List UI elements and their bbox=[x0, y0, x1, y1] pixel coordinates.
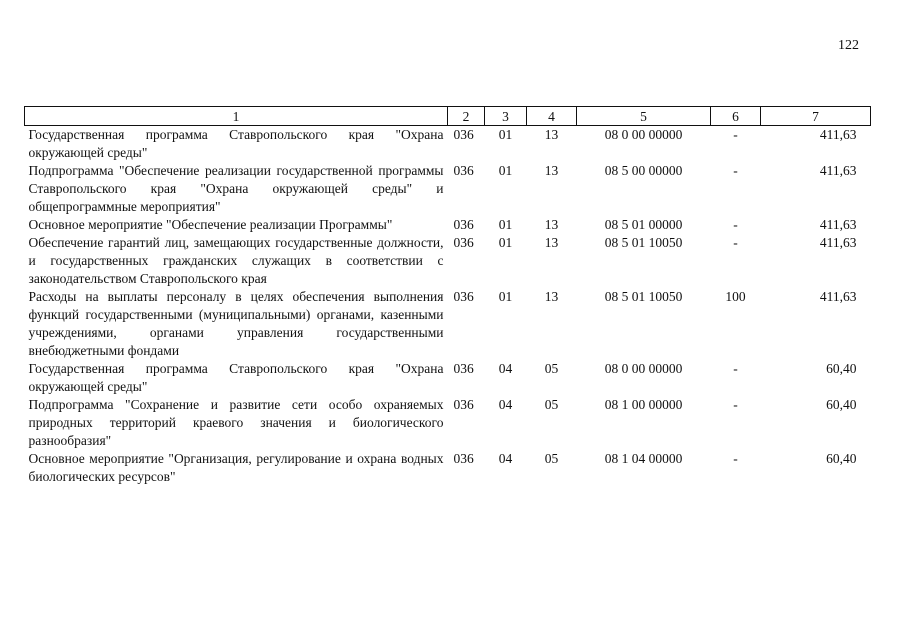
subsection-code: 05 bbox=[544, 451, 559, 466]
item-name: Подпрограмма "Сохранение и развитие сети особо охраняемых природных территорий краевого значения и биологического разнообразия" bbox=[28, 397, 444, 448]
target-article-code: 08 0 00 00000 bbox=[604, 127, 683, 142]
expense-type-code: - bbox=[733, 397, 738, 412]
section-code: 01 bbox=[498, 217, 513, 232]
ministry-code: 036 bbox=[453, 235, 474, 250]
item-name: Основное мероприятие "Обеспечение реализации Программы" bbox=[28, 217, 393, 232]
section-code: 04 bbox=[498, 397, 513, 412]
budget-table bbox=[24, 106, 871, 486]
section-code: 01 bbox=[498, 163, 513, 178]
expense-type-code: - bbox=[733, 361, 738, 376]
target-article-code: 08 0 00 00000 bbox=[604, 361, 683, 376]
column-header-1: 1 bbox=[25, 107, 448, 126]
item-name: Основное мероприятие "Организация, регулирование и охрана водных биологических ресурсов" bbox=[28, 451, 444, 484]
amount: 411,63 bbox=[819, 235, 857, 250]
section-code: 01 bbox=[498, 289, 513, 304]
section-code: 01 bbox=[498, 127, 513, 142]
column-header-3: 3 bbox=[485, 107, 527, 126]
subsection-code: 05 bbox=[544, 397, 559, 412]
expense-type-code: - bbox=[733, 163, 738, 178]
expense-type-code: 100 bbox=[725, 289, 746, 304]
column-header-2: 2 bbox=[448, 107, 485, 126]
expense-type-code: - bbox=[733, 451, 738, 466]
item-name: Обеспечение гарантий лиц, замещающих государственные должности, и государственных гражданских служащих в соответствии с законодательством Ставропольского края bbox=[28, 235, 444, 286]
ministry-code: 036 bbox=[453, 451, 474, 466]
section-code: 04 bbox=[498, 361, 513, 376]
table-row bbox=[25, 216, 871, 234]
subsection-code: 13 bbox=[544, 235, 559, 250]
table-header-row bbox=[25, 107, 871, 126]
table-row bbox=[25, 126, 871, 163]
column-header-4: 4 bbox=[527, 107, 577, 126]
section-code: 01 bbox=[498, 235, 513, 250]
target-article-code: 08 1 00 00000 bbox=[604, 397, 683, 412]
section-code: 04 bbox=[498, 451, 513, 466]
ministry-code: 036 bbox=[453, 127, 474, 142]
ministry-code: 036 bbox=[453, 217, 474, 232]
target-article-code: 08 5 01 00000 bbox=[604, 217, 683, 232]
expense-type-code: - bbox=[733, 217, 738, 232]
ministry-code: 036 bbox=[453, 397, 474, 412]
ministry-code: 036 bbox=[453, 289, 474, 304]
ministry-code: 036 bbox=[453, 361, 474, 376]
table-row bbox=[25, 360, 871, 396]
table-row bbox=[25, 234, 871, 288]
column-header-7: 7 bbox=[761, 107, 871, 126]
target-article-code: 08 5 01 10050 bbox=[604, 235, 683, 250]
table-row bbox=[25, 450, 871, 486]
amount: 60,40 bbox=[826, 361, 857, 376]
expense-type-code: - bbox=[733, 235, 738, 250]
item-name: Подпрограмма "Обеспечение реализации государственной программы Ставропольского края "Охрана окружающей среды" и общепрограммные мероприятия" bbox=[28, 163, 444, 214]
amount: 411,63 bbox=[819, 163, 857, 178]
subsection-code: 13 bbox=[544, 127, 559, 142]
subsection-code: 13 bbox=[544, 163, 559, 178]
amount: 411,63 bbox=[819, 289, 857, 304]
expense-type-code: - bbox=[733, 127, 738, 142]
subsection-code: 05 bbox=[544, 361, 559, 376]
item-name: Государственная программа Ставропольского края "Охрана окружающей среды" bbox=[28, 127, 444, 160]
item-name: Расходы на выплаты персоналу в целях обеспечения выполнения функций государственными (муниципальными) органами, казенными учреждениями, органами управления государственными внебюджетными фондами bbox=[28, 289, 444, 358]
item-name: Государственная программа Ставропольского края "Охрана окружающей среды" bbox=[28, 361, 444, 394]
amount: 60,40 bbox=[826, 451, 857, 466]
table-row bbox=[25, 396, 871, 450]
target-article-code: 08 5 01 10050 bbox=[604, 289, 683, 304]
amount: 411,63 bbox=[819, 217, 857, 232]
table-row bbox=[25, 288, 871, 360]
ministry-code: 036 bbox=[453, 163, 474, 178]
amount: 60,40 bbox=[826, 397, 857, 412]
column-header-6: 6 bbox=[711, 107, 761, 126]
subsection-code: 13 bbox=[544, 289, 559, 304]
table-row bbox=[25, 162, 871, 216]
amount: 411,63 bbox=[819, 127, 857, 142]
subsection-code: 13 bbox=[544, 217, 559, 232]
target-article-code: 08 5 00 00000 bbox=[604, 163, 683, 178]
column-header-5: 5 bbox=[577, 107, 711, 126]
target-article-code: 08 1 04 00000 bbox=[604, 451, 683, 466]
page-number: 122 bbox=[838, 38, 859, 53]
